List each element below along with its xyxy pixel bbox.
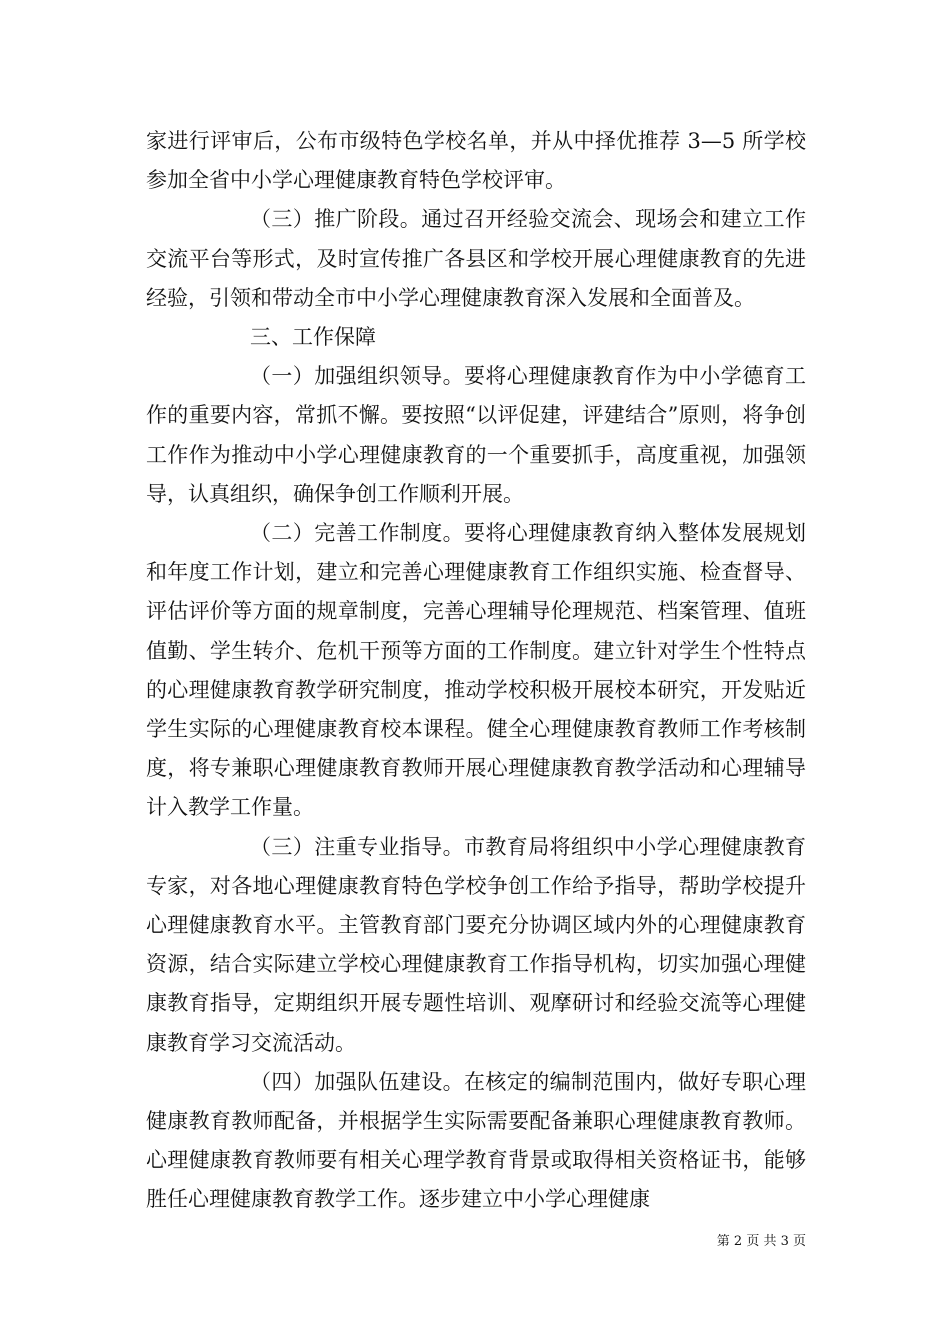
- page-number-footer: 第 2 页 共 3 页: [716, 1234, 806, 1249]
- paragraph-team-building: （四）加强队伍建设。在核定的编制范围内，做好专职心理健康教育教师配备，并根据学生实际需要配备兼职心理健康教育教师。心理健康教育教师要有相关心理学教育背景或取得相关资格证书，能够胜任心理健康教育教学工作。逐步建立中小学心理健康: [146, 1069, 806, 1212]
- paragraph-continuation: 家进行评审后，公布市级特色学校名单，并从中择优推荐 3—5 所学校参加全省中小学心理健康教育特色学校评审。: [146, 129, 806, 193]
- paragraph-work-system: （二）完善工作制度。要将心理健康教育纳入整体发展规划和年度工作计划，建立和完善心理健康教育工作组织实施、检查督导、评估评价等方面的规章制度，完善心理辅导伦理规范、档案管理、值班值勤、学生转介、危机干预等方面的工作制度。建立针对学生个性特点的心理健康教育教学研究制度，推动学校积极开展校本研究，开发贴近学生实际的心理健康教育校本课程。健全心理健康教育教师工作考核制度，将专兼职心理健康教育教师开展心理健康教育教学活动和心理辅导计入教学工作量。: [146, 521, 806, 820]
- paragraph-promotion-stage: （三）推广阶段。通过召开经验交流会、现场会和建立工作交流平台等形式，及时宣传推广各县区和学校开展心理健康教育的先进经验，引领和带动全市中小学心理健康教育深入发展和全面普及。: [146, 207, 806, 310]
- paragraph-organization-leadership: （一）加强组织领导。要将心理健康教育作为中小学德育工作的重要内容，常抓不懈。要按照“以评促建，评建结合”原则，将争创工作作为推动中小学心理健康教育的一个重要抓手，高度重视，加强领导，认真组织，确保争创工作顺利开展。: [146, 364, 806, 506]
- document-body: [146, 122, 806, 1220]
- paragraph-professional-guidance: （三）注重专业指导。市教育局将组织中小学心理健康教育专家，对各地心理健康教育特色学校争创工作给予指导，帮助学校提升心理健康教育水平。主管教育部门要充分协调区域内外的心理健康教育资源，结合实际建立学校心理健康教育工作指导机构，切实加强心理健康教育指导，定期组织开展专题性培训、观摩研讨和经验交流等心理健康教育学习交流活动。: [146, 834, 806, 1055]
- section-heading-work-guarantee: 三、工作保障: [250, 325, 376, 350]
